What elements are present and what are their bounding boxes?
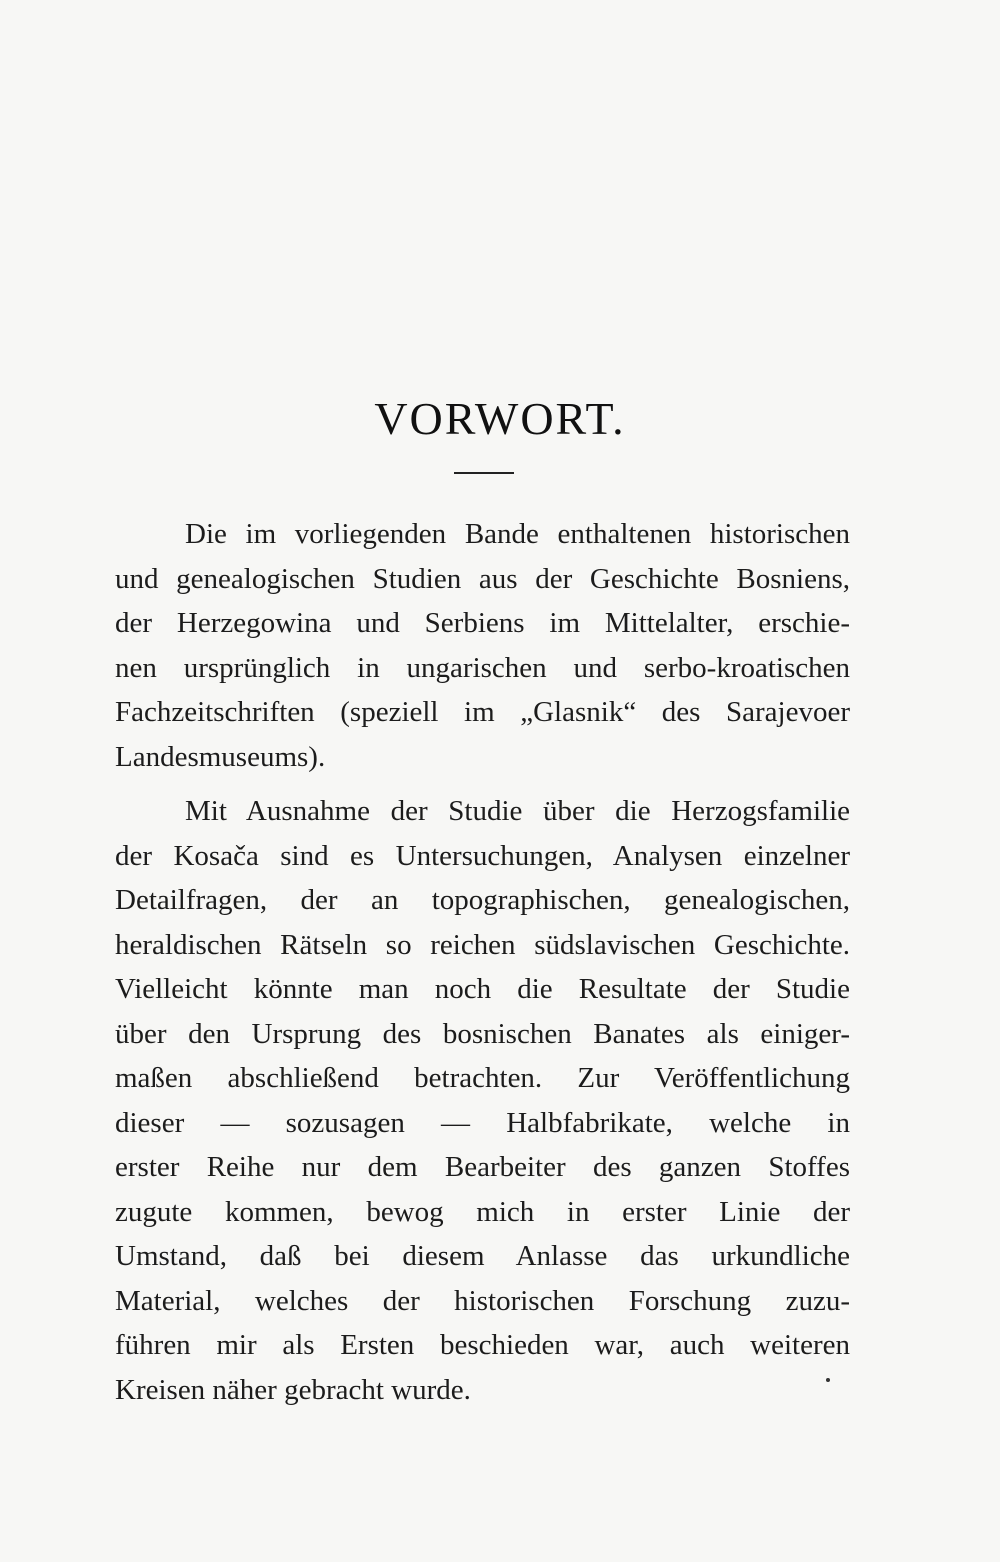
text-line: und genealogischen Studien aus der Geschichte Bosniens, bbox=[115, 562, 850, 595]
paragraph-1 bbox=[115, 512, 850, 779]
text-line: nen ursprünglich in ungarischen und serbo-kroatischen bbox=[115, 651, 850, 684]
text-line: Vielleicht könnte man noch die Resultate der Studie bbox=[115, 973, 850, 1005]
text-line: der Kosača sind es Untersuchungen, Analysen einzelner bbox=[115, 839, 850, 872]
page-title: VORWORT. bbox=[374, 393, 626, 444]
text-line: Fachzeitschriften (speziell im „Glasnik“ des Sarajevoer bbox=[115, 696, 850, 728]
text-line: Die im vorliegenden Bande enthaltenen historischen bbox=[185, 518, 850, 550]
text-line: heraldischen Rätseln so reichen südslavischen Geschichte. bbox=[115, 928, 850, 961]
text-line: der Herzegowina und Serbiens im Mittelalter, erschie- bbox=[115, 607, 850, 639]
text-line: erster Reihe nur dem Bearbeiter des ganzen Stoffes bbox=[115, 1151, 850, 1183]
text-line: Landesmuseums). bbox=[115, 740, 326, 773]
title-divider bbox=[454, 472, 514, 474]
text-line: über den Ursprung des bosnischen Banates als einiger- bbox=[115, 1017, 850, 1050]
text-line: Kreisen näher gebracht wurde. bbox=[115, 1373, 471, 1406]
body-text bbox=[115, 512, 850, 1412]
text-line: dieser — sozusagen — Halbfabrikate, welche in bbox=[115, 1106, 850, 1139]
text-line: Mit Ausnahme der Studie über die Herzogsfamilie bbox=[185, 795, 850, 827]
text-line: maßen abschließend betrachten. Zur Veröffentlichung bbox=[115, 1062, 850, 1094]
text-line: führen mir als Ersten beschieden war, auch weiteren bbox=[115, 1329, 850, 1361]
ink-speck bbox=[826, 1378, 830, 1382]
text-line: Detailfragen, der an topographischen, genealogischen, bbox=[115, 884, 850, 916]
paragraph-2 bbox=[115, 789, 850, 1412]
text-line: zugute kommen, bewog mich in erster Linie der bbox=[115, 1195, 850, 1228]
text-line: Umstand, daß bei diesem Anlasse das urkundliche bbox=[115, 1240, 850, 1272]
text-line: Material, welches der historischen Forschung zuzu- bbox=[115, 1284, 850, 1317]
